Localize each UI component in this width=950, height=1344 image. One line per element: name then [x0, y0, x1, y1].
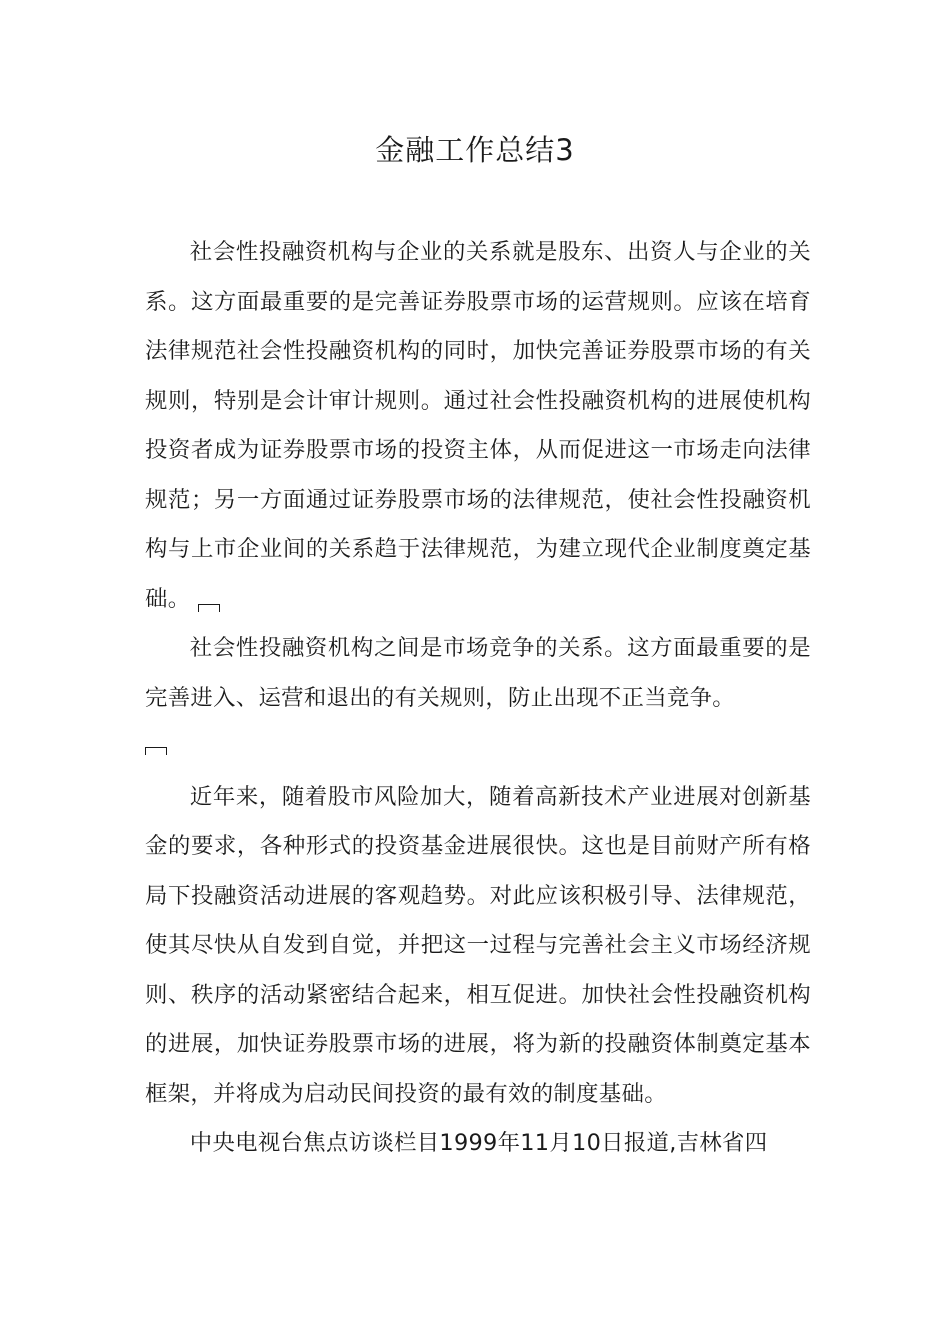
paragraph-1-text: 社会性投融资机构与企业的关系就是股东、出资人与企业的关系。这方面最重要的是完善证券股票市场的运营规则。应该在培育法律规范社会性投融资机构的同时，加快完善证券股票市场的有关规则，特别是会计审计规则。通过社会性投融资机构的进展使机构投资者成为证券股票市场的投资主体，从而促进这一市场走向法律规范；另一方面通过证券股票市场的法律规范，使社会性投融资机构与上市企业间的关系趋于法律规范，为建立现代企业制度奠定基础。 [145, 239, 811, 612]
paragraph-end-mark-line [145, 723, 811, 773]
paragraph-4: 中央电视台焦点访谈栏目1999年11月10日报道,吉林省四 [189, 1130, 768, 1156]
paragraph-3: 近年来，随着股市风险加大，随着高新技术产业进展对创新基金的要求，各种形式的投资基金进展很快。这也是目前财产所有格局下投融资活动进展的客观趋势。对此应该积极引导、法律规范，使其尽快从自发到自觉，并把这一过程与完善社会主义市场经济规则、秩序的活动紧密结合起来，相互促进。加快社会性投融资机构的进展，加快证券股票市场的进展，将为新的投融资体制奠定基本框架，并将成为启动民间投资的最有效的制度基础。 [145, 783, 811, 1107]
document-title: 金融工作总结3 [375, 133, 575, 167]
paragraph-1 [145, 228, 811, 624]
paragraph-2: 社会性投融资机构之间是市场竞争的关系。这方面最重要的是完善进入、运营和退出的有关规则，防止出现不正当竞争。 [145, 635, 811, 711]
document-body [145, 228, 811, 1169]
paragraph-end-mark-icon [198, 604, 220, 612]
paragraph-end-mark-icon [145, 747, 167, 755]
